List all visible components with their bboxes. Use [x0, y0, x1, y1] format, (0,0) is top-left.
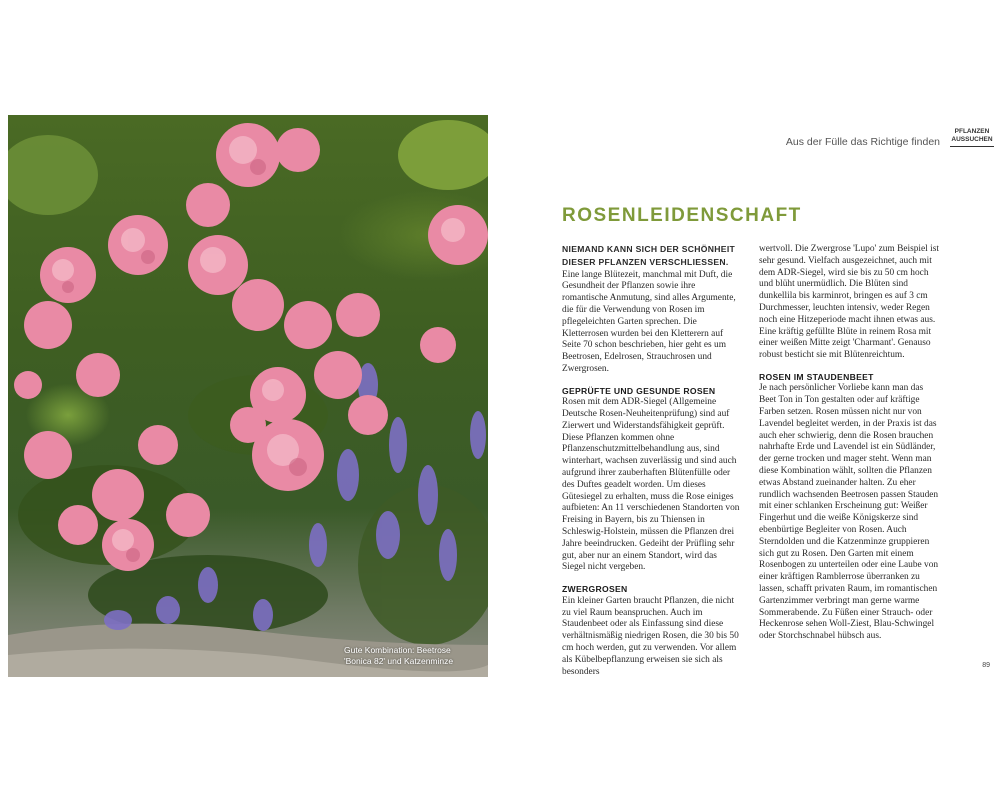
section-text-tested-roses: Rosen mit dem ADR-Siegel (Allgemeine Deutsche Rosen-Neuheitenprüfung) sind auf Zierwert und Widerstandsfähigkeit geprüft. Diese Pflanzen kommen ohne Pflanzenschutzmittelbehandlung aus, sind winterhart, wachsen zuverlässig und sind auch aufgrund ihrer zauberhaften Blütenfülle oder des Duftes geadelt worden. Um dieses Gütesiegel zu erhalten, muss die Rose einiges aufbieten: An 11 verschiedenen Standorten von Freising in Bayern, bis zu Thiensen in Schleswig-Holstein, müssen die Pflanzen drei Jahre beeindrucken. Gedeiht der Prüfling sehr gut, aber nur an einem Standort, wird das Siegel nicht vergeben.	[562, 397, 740, 573]
rose-photo	[8, 115, 488, 677]
page-number: 89	[982, 662, 990, 669]
section-text-charmant: Eine kräftig gefüllte Blüte in reinem Rosa mit einer weißen Mitte zeigt 'Charmant'. Genauso robust besticht sie mit Blütenreichtum.	[759, 326, 932, 361]
section-heading-perennial-bed: ROSEN IM STAUDENBEET	[759, 371, 874, 382]
dwarf-roses-continued-text: wertvoll. Die Zwergrose 'Lupo' zum Beispiel ist sehr gesund. Vielfach ausgezeichnet, auch mit dem ADR-Siegel, wird sie bis zu 50 cm hoch und blüht unermüdlich. Die Blüten sind dunkellila bis karminrot, bringen es auf 3 cm Durchmesser, leuchten intensiv, weder Regen noch eine Hitzeperiode macht ihnen etwas aus.	[759, 244, 939, 325]
section-tag: PFLANZEN AUSSUCHEN	[950, 128, 994, 147]
section-text-dwarf-roses-continued	[759, 244, 939, 327]
rose-illustration	[8, 115, 488, 677]
article-headline: ROSENLEIDENSCHAFT	[562, 205, 802, 226]
intro-lead: NIEMAND KANN SICH DER SCHÖNHEIT DIESER PFLANZEN VERSCHLIESSEN.	[562, 244, 736, 267]
section-text-dwarf-roses: Ein kleiner Garten braucht Pflanzen, die nicht zu viel Raum beanspruchen. Auch im Staudenbeet oder als Einfassung sind diese verhältnismäßig niedrigen Rosen, die 30 bis 50 cm hoch werden, gut zu verwenden. Vor allem als Kübelbepflanzung erweisen sie sich als besonders	[562, 595, 739, 677]
text-column-right	[759, 244, 939, 653]
intro-paragraph	[562, 244, 742, 376]
photo-caption	[344, 645, 453, 667]
section-heading-dwarf-roses: ZWERGROSEN	[562, 584, 628, 595]
intro-text: Eine lange Blütezeit, manchmal mit Duft, die Gesundheit der Pflanzen sowie ihre romantische Anmutung, sind alles Argumente, die für die Verwendung von Rosen im pflegeleichten Garten sprechen. Die Kletterrosen wurden bei den Kletterern auf Seite 70 schon beschrieben, hier geht es um Beetrosen, Edelrosen, Strauchrosen und Zwergrosen.	[562, 269, 736, 374]
section-text-perennial-bed: Je nach persönlicher Vorliebe kann man das Beet Ton in Ton gestalten oder auf kräftige Farben setzen. Rosen müssen nicht nur von Lavendel begleitet werden, in der Praxis ist das auch eher schwierig, denn die Rosen brauchen nahrhafte Erde und Lavendel ist ein Südländer, der gerne trocken und mager steht. Wenn man diese Kombination wählt, sollten die Pflanzen etwas Abstand zueinander halten. Zu eher rundlich wachsenden Beetrosen passen Stauden mit einer schlanken Erscheinung gut: Weißer Fingerhut und die weiße Königskerze sind ebenbürtige Begleiter von Rosen. Auch Sterndolden und die Katzenminze gruppieren sich gut zu Rosen. Den Garten mit einem Rosenbogen zu unterteilen oder eine Laube von einer kräftigen Ramblerrose überranken zu lassen, schafft privaten Raum, im romantischen Gartenzimmer verbringt man gerne warme Sommerabende. Zu Füßen einer Strauch- oder Heckenrose sehen Woll-Ziest, Blau-Schwingel oder Storchschnabel hübsch aus.	[759, 383, 939, 642]
section-heading-tested-roses: GEPRÜFTE UND GESUNDE ROSEN	[562, 385, 716, 396]
photo-caption-text: Gute Kombination: Beetrose 'Bonica 82' und Katzenminze	[344, 645, 454, 666]
text-column-left	[562, 244, 742, 688]
running-title: Aus der Fülle das Richtige finden	[785, 136, 940, 148]
